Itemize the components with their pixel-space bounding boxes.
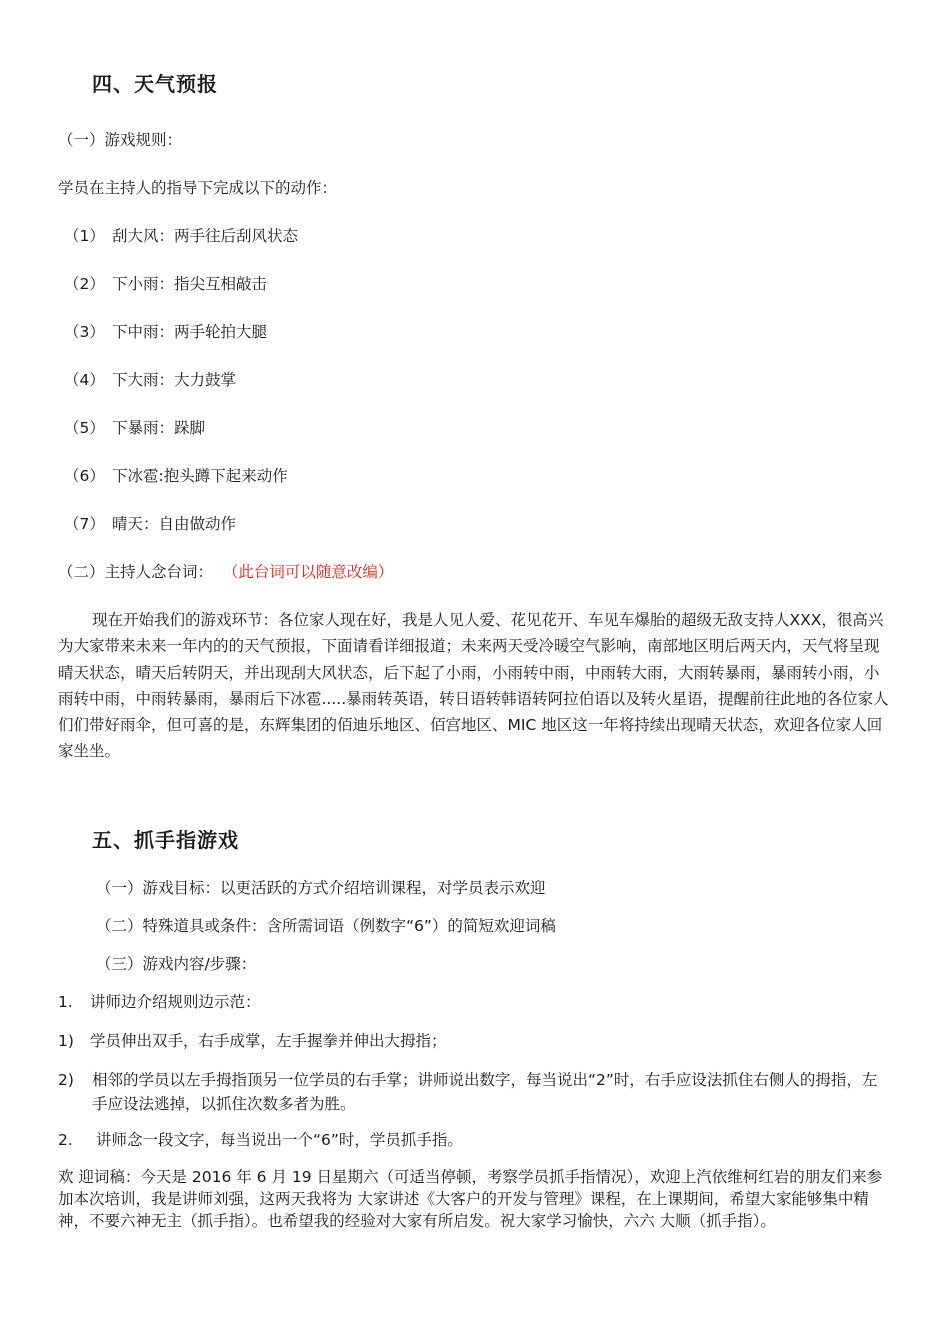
item-number: （4） [64, 371, 105, 389]
host-script-paragraph [58, 607, 894, 765]
list-item [64, 514, 236, 534]
item-text: 晴天：自由做动作 [112, 515, 237, 533]
item-text: 下中雨：两手轮拍大腿 [112, 323, 268, 341]
section-heading-finger-game: 五、抓手指游戏 [92, 828, 239, 852]
rules-intro: 学员在主持人的指导下完成以下的动作： [58, 179, 338, 197]
step-text: 讲师边介绍规则边示范： [90, 993, 261, 1011]
list-item [64, 466, 288, 486]
host-script-text: 现在开始我们的游戏环节：各位家人现在好，我是人见人爱、花见花开、车见车爆胎的超级无敌支持人XXX，很高兴为大家带来未来一年内的的天气预报，下面请看详细报道；未来两天受冷暖空气影响，南部地区明后两天内，天气将呈现晴天状态，晴天后转阴天，并出现刮大风状态，后下起了小雨，小雨转中雨，中雨转大雨，大雨转暴雨，暴雨转小雨，小雨转中雨，中雨转暴雨，暴雨后下冰雹.....暴雨转英语，转日语转韩语转阿拉伯语以及转火星语，提醒前往此地的各位家人们们带好雨伞，但可喜的是，东辉集团的佰迪乐地区、佰宫地区、MIC 地区这一年将持续出现晴天状态，欢迎各位家人回家坐坐。 [58, 611, 889, 761]
script-title: （二）主持人念台词： [58, 563, 214, 581]
step-number: 2. [58, 1131, 73, 1149]
item-number: （2） [64, 275, 105, 293]
script-note: （此台词可以随意改编） [222, 563, 394, 581]
sub-step-2-number: 2) [58, 1071, 74, 1089]
list-item [64, 418, 205, 438]
game-steps-title: （三）游戏内容/步骤： [96, 955, 257, 973]
item-number: （6） [64, 467, 105, 485]
item-text: 下冰雹:抱头蹲下起来动作 [112, 467, 288, 485]
sub-step-1 [58, 1031, 447, 1051]
step-2 [58, 1130, 463, 1150]
script-title-line [58, 562, 393, 582]
game-props: （二）特殊道具或条件：含所需词语（例数字“6”）的简短欢迎词稿 [96, 917, 556, 935]
game-goal: （一）游戏目标：以更活跃的方式介绍培训课程，对学员表示欢迎 [96, 879, 546, 897]
section-heading-weather: 四、天气预报 [92, 72, 218, 96]
sub-step-2-text: 相邻的学员以左手拇指顶另一位学员的右手掌；讲师说出数字，每当说出“2”时，右手应设法抓住右侧人的拇指，左手应设法逃掉，以抓住次数多者为胜。 [92, 1071, 878, 1113]
step-1 [58, 992, 261, 1012]
list-item [64, 226, 298, 246]
rules-title: （一）游戏规则： [58, 131, 183, 149]
step-text: 讲师念一段文字，每当说出一个“6”时，学员抓手指。 [96, 1131, 463, 1149]
list-item [64, 370, 236, 390]
item-number: （1） [64, 227, 105, 245]
list-item [64, 274, 267, 294]
item-text: 下暴雨：跺脚 [112, 419, 206, 437]
item-text: 下小雨：指尖互相敲击 [112, 275, 268, 293]
list-item [64, 322, 267, 342]
item-number: （5） [64, 419, 105, 437]
sub-step-number: 1) [58, 1032, 74, 1050]
welcome-speech: 欢 迎词稿：今天是 2016 年 6 月 19 日星期六（可适当停顿，考察学员抓手指情况），欢迎上汽依维柯红岩的朋友们来参加本次培训，我是讲师刘强，这两天我将为 大家讲述《大客户的开发与管理》课程，在上课期间，希望大家能够集中精神，不要六神无主（抓手指）。也希望我的经验对大家有所启发。祝大家学习愉快，六六 大顺（抓手指）。 [58, 1168, 883, 1230]
sub-step-text: 学员伸出双手，右手成掌，左手握拳并伸出大拇指； [90, 1032, 447, 1050]
item-text: 下大雨：大力鼓掌 [112, 371, 237, 389]
item-number: （7） [64, 515, 105, 533]
item-number: （3） [64, 323, 105, 341]
step-number: 1. [58, 993, 73, 1011]
item-text: 刮大风：两手往后刮风状态 [112, 227, 299, 245]
